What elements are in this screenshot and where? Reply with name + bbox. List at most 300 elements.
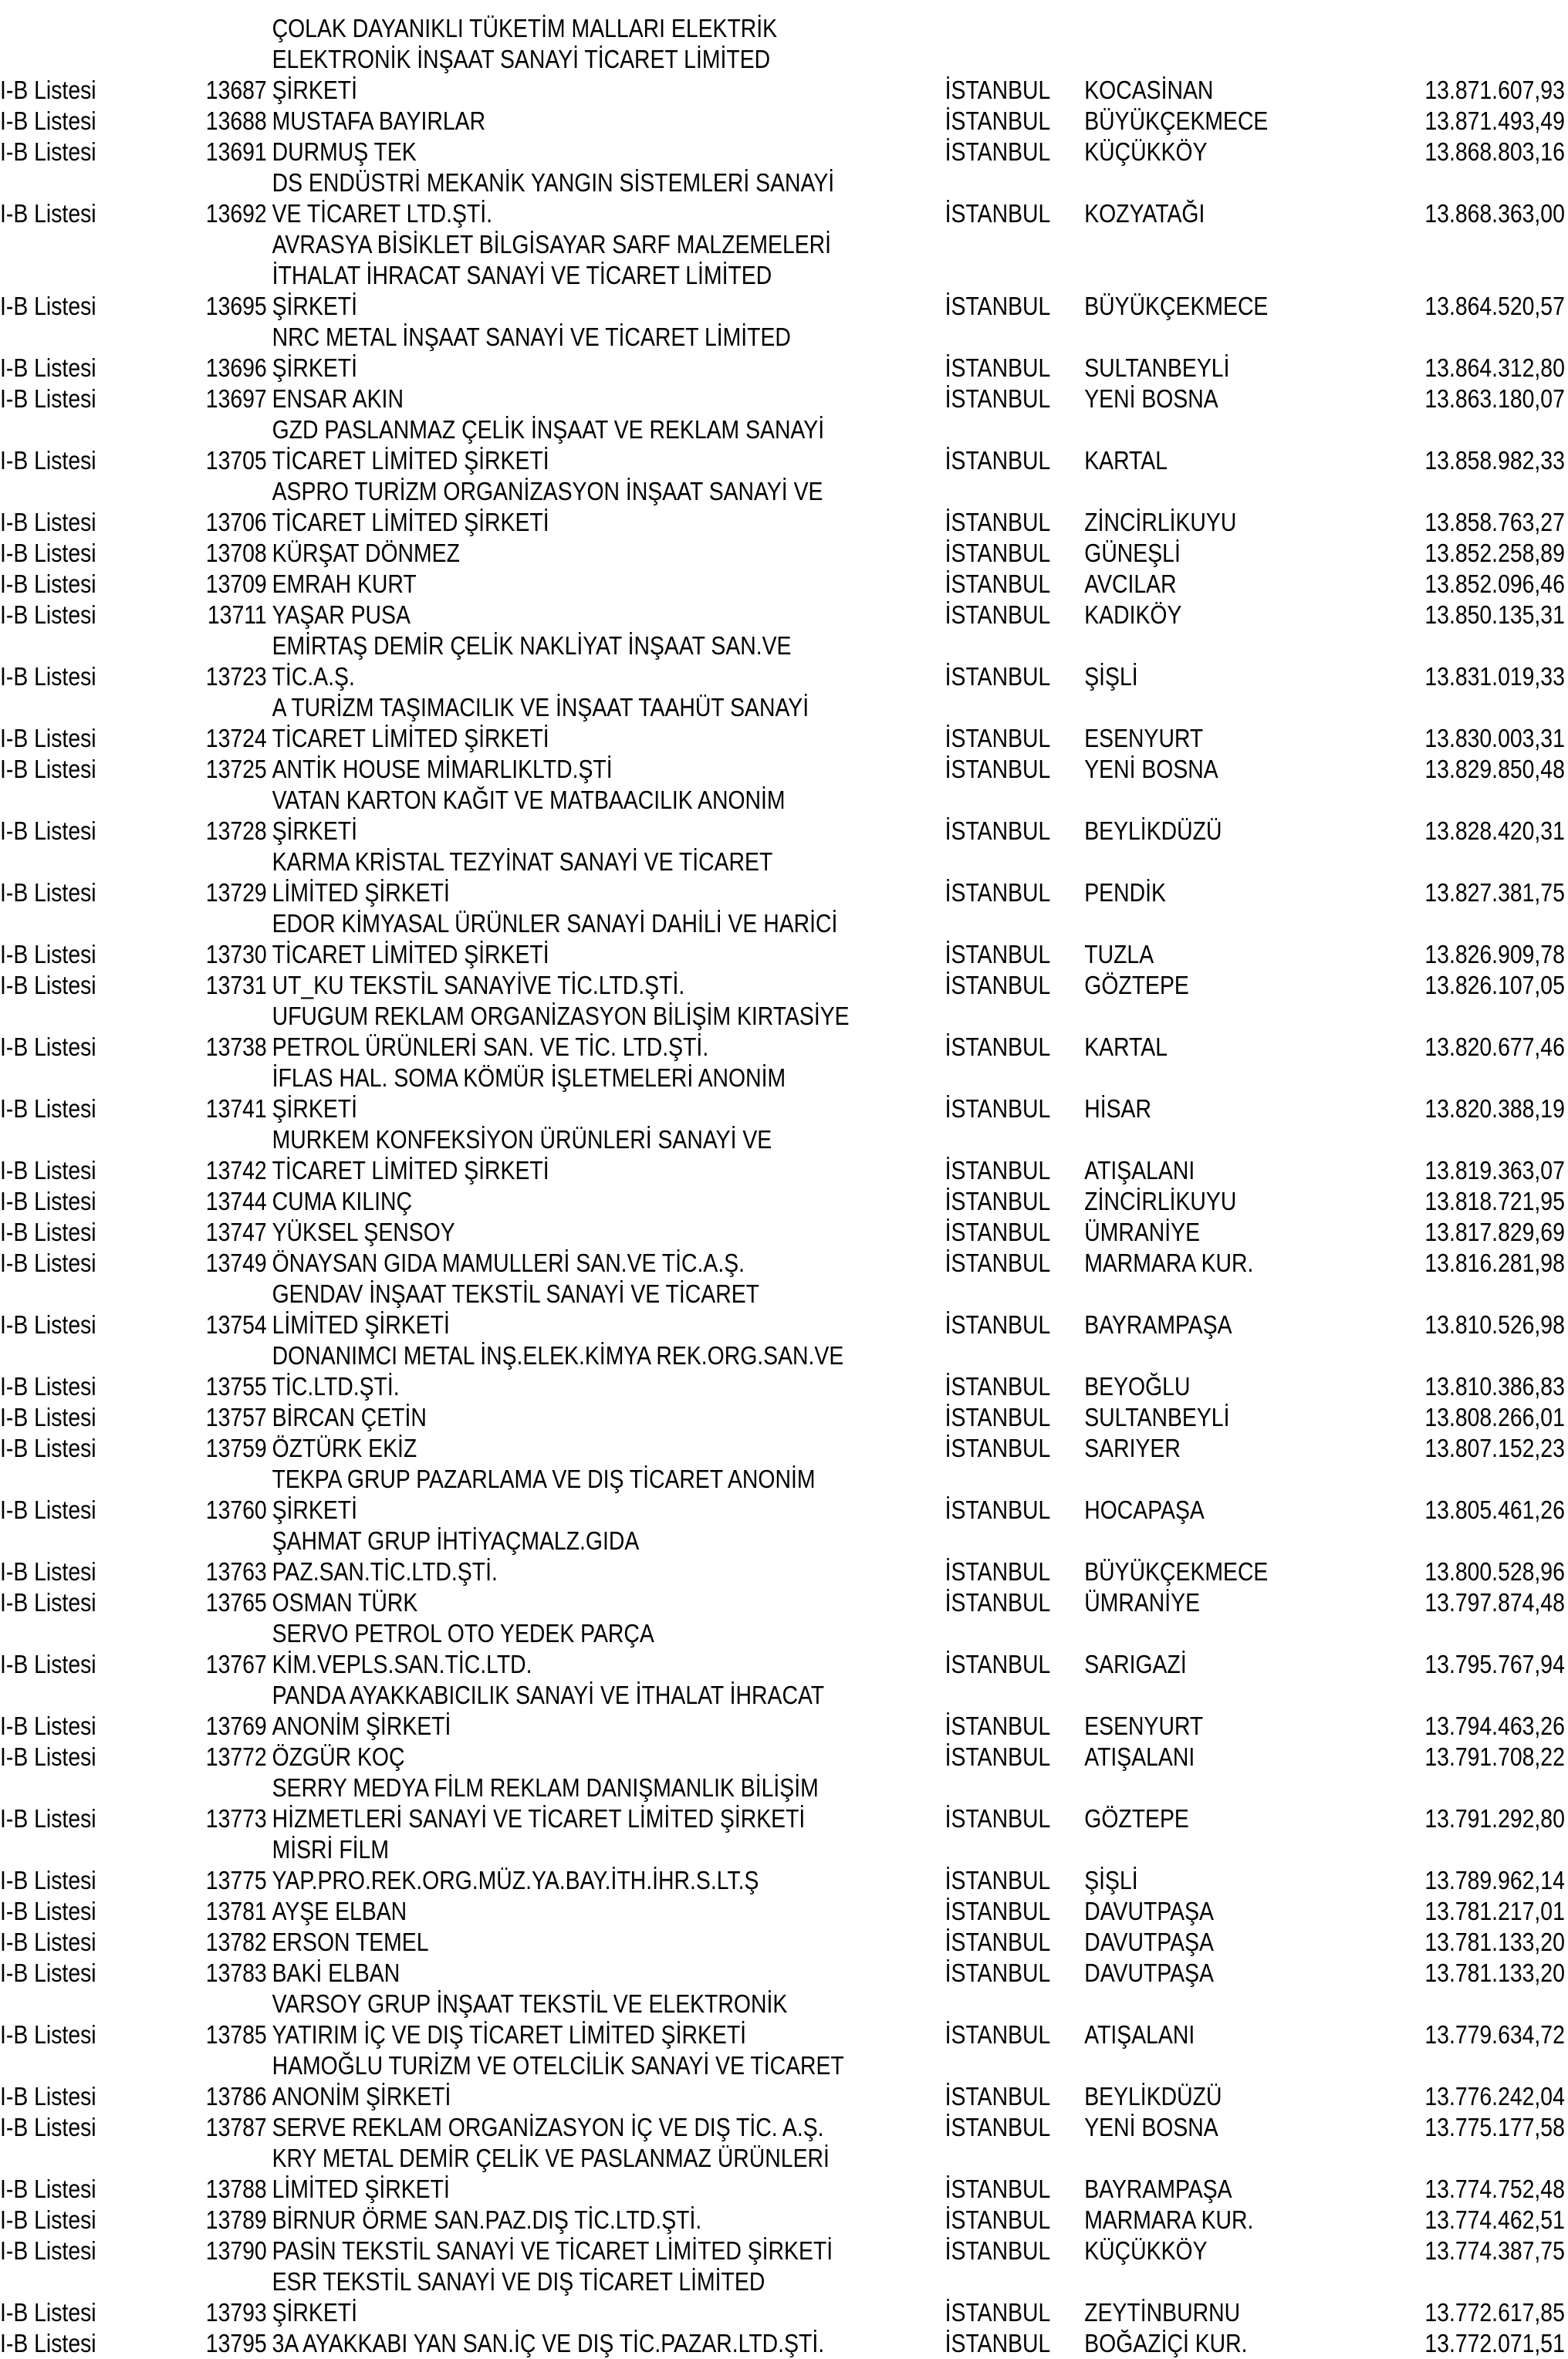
- amount: 13.864.312,80: [1424, 353, 1565, 382]
- district: BEYLİKDÜZÜ: [1084, 816, 1222, 845]
- district: SULTANBEYLİ: [1084, 353, 1230, 382]
- list-name: I-B Listesi: [0, 2113, 96, 2141]
- company-name: [272, 106, 936, 137]
- record-number: 13697: [205, 384, 267, 413]
- list-name: I-B Listesi: [0, 1495, 96, 1524]
- district: YENİ BOSNA: [1084, 755, 1218, 783]
- record-number: 13793: [205, 2298, 267, 2327]
- company-name-line: UFUGUM REKLAM ORGANİZASYON BİLİŞİM KIRTASİYE: [272, 1002, 850, 1030]
- district: AVCILAR: [1084, 569, 1177, 598]
- company-name: [272, 1001, 936, 1063]
- company-name: [272, 1402, 936, 1433]
- list-name: I-B Listesi: [0, 1557, 96, 1586]
- company-name-line: ESR TEKSTİL SANAYİ VE DIŞ TİCARET LİMİTED: [272, 2267, 765, 2296]
- company-name: [272, 1433, 936, 1464]
- list-name: I-B Listesi: [0, 1310, 96, 1339]
- company-name: [272, 2205, 936, 2236]
- district: BEYLİKDÜZÜ: [1084, 2082, 1222, 2111]
- city: İSTANBUL: [945, 755, 1051, 783]
- company-name-line: TİC.LTD.ŞTİ.: [272, 1372, 400, 1401]
- table-row: [0, 1217, 1568, 1248]
- list-name: I-B Listesi: [0, 1712, 96, 1740]
- company-name-line: BİRCAN ÇETİN: [272, 1403, 427, 1431]
- amount: 13.863.180,07: [1424, 384, 1565, 413]
- list-name: I-B Listesi: [0, 2236, 96, 2265]
- city: İSTANBUL: [945, 1094, 1051, 1123]
- record-number: 13773: [205, 1804, 267, 1833]
- amount: 13.805.461,26: [1424, 1495, 1565, 1524]
- company-name-line: ÖZTÜRK EKİZ: [272, 1434, 417, 1462]
- record-number: 13781: [205, 1897, 267, 1925]
- district: BAYRAMPAŞA: [1084, 2175, 1232, 2203]
- list-name: I-B Listesi: [0, 2298, 96, 2327]
- company-name-line: PANDA AYAKKABICILIK SANAYİ VE İTHALAT İHRACAT: [272, 1681, 825, 1709]
- table-row: [0, 1186, 1568, 1217]
- table-row: [0, 600, 1568, 630]
- record-number: 13730: [205, 940, 267, 968]
- city: İSTANBUL: [945, 2082, 1051, 2111]
- amount: 13.794.463,26: [1424, 1712, 1565, 1740]
- company-name: [272, 137, 936, 167]
- district: ATIŞALANI: [1084, 1742, 1195, 1771]
- amount: 13.820.677,46: [1424, 1032, 1565, 1061]
- table-row: [0, 1433, 1568, 1464]
- company-name-line: SERRY MEDYA FİLM REKLAM DANIŞMANLIK BİLİŞİM: [272, 1773, 819, 1802]
- table-row: [0, 1402, 1568, 1433]
- company-name-line: TİCARET LİMİTED ŞİRKETİ: [272, 940, 549, 968]
- table-row: [0, 137, 1568, 167]
- city: İSTANBUL: [945, 1650, 1051, 1678]
- amount: 13.774.387,75: [1424, 2236, 1565, 2265]
- record-number: 13728: [205, 816, 267, 845]
- company-name-line: LİMİTED ŞİRKETİ: [272, 2175, 450, 2203]
- company-name: [272, 1248, 936, 1279]
- list-name: I-B Listesi: [0, 940, 96, 968]
- company-name-line: ERSON TEMEL: [272, 1928, 429, 1956]
- company-name: [272, 167, 936, 229]
- city: İSTANBUL: [945, 1434, 1051, 1462]
- city: İSTANBUL: [945, 1156, 1051, 1185]
- amount: 13.826.909,78: [1424, 940, 1565, 968]
- table-row: [0, 754, 1568, 785]
- city: İSTANBUL: [945, 2329, 1051, 2357]
- amount: 13.781.133,20: [1424, 1959, 1565, 1987]
- district: ESENYURT: [1084, 1712, 1204, 1740]
- list-name: I-B Listesi: [0, 1372, 96, 1401]
- record-number: 13731: [205, 971, 267, 999]
- record-number: 13787: [205, 2113, 267, 2141]
- district: ZEYTİNBURNU: [1084, 2298, 1241, 2327]
- company-name-line: ŞİRKETİ: [272, 353, 357, 382]
- table-row: [0, 2112, 1568, 2143]
- record-number: 13705: [205, 446, 267, 475]
- company-name-line: ŞİRKETİ: [272, 1495, 357, 1524]
- district: PENDİK: [1084, 878, 1166, 907]
- list-name: I-B Listesi: [0, 2329, 96, 2357]
- amount: 13.868.803,16: [1424, 137, 1565, 166]
- company-name-line: KÜRŞAT DÖNMEZ: [272, 539, 460, 567]
- company-name-line: EMİRTAŞ DEMİR ÇELİK NAKLİYAT İNŞAAT SAN.VE: [272, 631, 792, 660]
- company-name-line: AVRASYA BİSİKLET BİLGİSAYAR SARF MALZEMELERİ: [272, 230, 832, 259]
- company-name-line: ELEKTRONİK İNŞAAT SANAYİ TİCARET LİMİTED: [272, 45, 771, 73]
- amount: 13.831.019,33: [1424, 662, 1565, 691]
- amount: 13.776.242,04: [1424, 2082, 1565, 2111]
- company-name: [272, 1279, 936, 1340]
- list-name: I-B Listesi: [0, 1866, 96, 1894]
- district: HOCAPAŞA: [1084, 1495, 1205, 1524]
- amount: 13.772.617,85: [1424, 2298, 1565, 2327]
- company-name-line: MİSRİ FİLM: [272, 1835, 389, 1864]
- company-name-line: ÇOLAK DAYANIKLI TÜKETİM MALLARI ELEKTRİK: [272, 14, 778, 42]
- city: İSTANBUL: [945, 2205, 1051, 2234]
- list-name: I-B Listesi: [0, 1650, 96, 1678]
- table-row: [0, 229, 1568, 322]
- company-name: [272, 1680, 936, 1742]
- record-number: 13795: [205, 2329, 267, 2357]
- company-name-line: VE TİCARET LTD.ŞTİ.: [272, 199, 493, 228]
- amount: 13.774.462,51: [1424, 2205, 1565, 2234]
- amount: 13.871.607,93: [1424, 76, 1565, 104]
- company-name-line: LİMİTED ŞİRKETİ: [272, 1310, 450, 1339]
- district: GÖZTEPE: [1084, 971, 1189, 999]
- city: İSTANBUL: [945, 816, 1051, 845]
- amount: 13.810.386,83: [1424, 1372, 1565, 1401]
- city: İSTANBUL: [945, 1959, 1051, 1987]
- district: BÜYÜKÇEKMECE: [1084, 1557, 1269, 1586]
- company-name-line: ŞİRKETİ: [272, 816, 357, 845]
- company-name-line: TEKPA GRUP PAZARLAMA VE DIŞ TİCARET ANONİM: [272, 1465, 816, 1493]
- amount: 13.774.752,48: [1424, 2175, 1565, 2203]
- district: KADIKÖY: [1084, 600, 1182, 629]
- list-name: I-B Listesi: [0, 1804, 96, 1833]
- list-name: I-B Listesi: [0, 1897, 96, 1925]
- table-row: [0, 1680, 1568, 1742]
- table-row: [0, 630, 1568, 692]
- company-name-line: ASPRO TURİZM ORGANİZASYON İNŞAAT SANAYİ VE: [272, 477, 823, 505]
- list-name: I-B Listesi: [0, 1156, 96, 1185]
- district: ZİNCİRLİKUYU: [1084, 1187, 1237, 1215]
- company-name-line: TİCARET LİMİTED ŞİRKETİ: [272, 1156, 549, 1185]
- list-name: I-B Listesi: [0, 1249, 96, 1277]
- district: SULTANBEYLİ: [1084, 1403, 1230, 1431]
- table-row: [0, 970, 1568, 1001]
- record-number: 13706: [205, 508, 267, 536]
- record-number: 13754: [205, 1310, 267, 1339]
- company-name: [272, 1773, 936, 1834]
- list-name: I-B Listesi: [0, 2205, 96, 2234]
- city: İSTANBUL: [945, 724, 1051, 752]
- company-name-line: ŞİRKETİ: [272, 2298, 357, 2327]
- record-number: 13772: [205, 1742, 267, 1771]
- company-name: [272, 1464, 936, 1526]
- company-name: [272, 692, 936, 754]
- company-name-line: DURMUŞ TEK: [272, 137, 417, 166]
- amount: 13.829.850,48: [1424, 755, 1565, 783]
- table-row: [0, 569, 1568, 600]
- company-name-line: CUMA KILINÇ: [272, 1187, 412, 1215]
- list-name: I-B Listesi: [0, 353, 96, 382]
- company-name-line: KARMA KRİSTAL TEZYİNAT SANAYİ VE TİCARET: [272, 847, 773, 876]
- table-row: [0, 2205, 1568, 2236]
- city: İSTANBUL: [945, 1742, 1051, 1771]
- amount: 13.852.258,89: [1424, 539, 1565, 567]
- list-name: I-B Listesi: [0, 569, 96, 598]
- record-number: 13763: [205, 1557, 267, 1586]
- district: BÜYÜKÇEKMECE: [1084, 292, 1269, 320]
- company-name: [272, 754, 936, 785]
- table-row: [0, 538, 1568, 569]
- city: İSTANBUL: [945, 1249, 1051, 1277]
- table-row: [0, 1248, 1568, 1279]
- list-name: I-B Listesi: [0, 508, 96, 536]
- list-name: I-B Listesi: [0, 1094, 96, 1123]
- amount: 13.858.763,27: [1424, 508, 1565, 536]
- list-name: I-B Listesi: [0, 1928, 96, 1956]
- amount: 13.800.528,96: [1424, 1557, 1565, 1586]
- company-name: [272, 13, 936, 106]
- company-name: [272, 2112, 936, 2143]
- list-name: I-B Listesi: [0, 539, 96, 567]
- table-row: [0, 1001, 1568, 1063]
- table-row: [0, 1063, 1568, 1124]
- company-name-line: İTHALAT İHRACAT SANAYİ VE TİCARET LİMİTED: [272, 261, 772, 289]
- district: KÜÇÜKKÖY: [1084, 137, 1208, 166]
- table-row: [0, 106, 1568, 137]
- list-name: I-B Listesi: [0, 2082, 96, 2111]
- company-name: [272, 1834, 936, 1896]
- company-name: [272, 2143, 936, 2205]
- list-name: I-B Listesi: [0, 1032, 96, 1061]
- company-name-line: LİMİTED ŞİRKETİ: [272, 878, 450, 907]
- company-name: [272, 2236, 936, 2266]
- company-name-line: ŞİRKETİ: [272, 1094, 357, 1123]
- district: TUZLA: [1084, 940, 1154, 968]
- company-name-line: AYŞE ELBAN: [272, 1897, 407, 1925]
- city: İSTANBUL: [945, 940, 1051, 968]
- amount: 13.791.708,22: [1424, 1742, 1565, 1771]
- company-name: [272, 1896, 936, 1927]
- company-name-line: VARSOY GRUP İNŞAAT TEKSTİL VE ELEKTRONİK: [272, 1989, 788, 2018]
- list-name: I-B Listesi: [0, 1588, 96, 1617]
- district: KÜÇÜKKÖY: [1084, 2236, 1208, 2265]
- city: İSTANBUL: [945, 446, 1051, 475]
- amount: 13.781.217,01: [1424, 1897, 1565, 1925]
- record-number: 13725: [205, 755, 267, 783]
- district: DAVUTPAŞA: [1084, 1897, 1214, 1925]
- city: İSTANBUL: [945, 2298, 1051, 2327]
- company-name: [272, 2328, 936, 2359]
- table-row: [0, 1618, 1568, 1680]
- company-name-line: TİC.A.Ş.: [272, 662, 355, 691]
- district: ŞİŞLİ: [1084, 1866, 1138, 1894]
- company-name-line: EDOR KİMYASAL ÜRÜNLER SANAYİ DAHİLİ VE HARİCİ: [272, 909, 838, 938]
- company-name: [272, 229, 936, 322]
- record-number: 13747: [205, 1218, 267, 1246]
- record-number: 13786: [205, 2082, 267, 2111]
- city: İSTANBUL: [945, 662, 1051, 691]
- city: İSTANBUL: [945, 600, 1051, 629]
- company-name-line: GENDAV İNŞAAT TEKSTİL SANAYİ VE TİCARET: [272, 1279, 759, 1308]
- district: MARMARA KUR.: [1084, 2205, 1254, 2234]
- company-name-line: ŞİRKETİ: [272, 292, 357, 320]
- company-name: [272, 384, 936, 414]
- record-number: 13755: [205, 1372, 267, 1401]
- table-row: [0, 1989, 1568, 2050]
- amount: 13.827.381,75: [1424, 878, 1565, 907]
- amount: 13.817.829,69: [1424, 1218, 1565, 1246]
- table-row: [0, 1927, 1568, 1958]
- city: İSTANBUL: [945, 1187, 1051, 1215]
- table-row: [0, 384, 1568, 414]
- company-name: [272, 1618, 936, 1680]
- record-number: 13769: [205, 1712, 267, 1740]
- district: GÖZTEPE: [1084, 1804, 1189, 1833]
- city: İSTANBUL: [945, 1218, 1051, 1246]
- list-name: I-B Listesi: [0, 1403, 96, 1431]
- company-name: [272, 908, 936, 970]
- record-number: 13767: [205, 1650, 267, 1678]
- table-row: [0, 847, 1568, 908]
- city: İSTANBUL: [945, 76, 1051, 104]
- company-name-line: DS ENDÜSTRİ MEKANİK YANGIN SİSTEMLERİ SANAYİ: [272, 168, 835, 197]
- company-name-line: PETROL ÜRÜNLERİ SAN. VE TİC. LTD.ŞTİ.: [272, 1032, 709, 1061]
- company-name: [272, 569, 936, 600]
- amount: 13.795.767,94: [1424, 1650, 1565, 1678]
- company-name: [272, 1587, 936, 1618]
- district: SARIGAZİ: [1084, 1650, 1187, 1678]
- city: İSTANBUL: [945, 539, 1051, 567]
- company-name-line: PASİN TEKSTİL SANAYİ VE TİCARET LİMİTED ŞİRKETİ: [272, 2236, 833, 2265]
- record-number: 13790: [205, 2236, 267, 2265]
- company-name: [272, 1063, 936, 1124]
- city: İSTANBUL: [945, 569, 1051, 598]
- district: YENİ BOSNA: [1084, 384, 1218, 413]
- district: ÜMRANİYE: [1084, 1218, 1201, 1246]
- amount: 13.830.003,31: [1424, 724, 1565, 752]
- table-row: [0, 1464, 1568, 1526]
- company-name-line: YAP.PRO.REK.ORG.MÜZ.YA.BAY.İTH.İHR.S.LT.Ş: [272, 1866, 759, 1894]
- amount: 13.868.363,00: [1424, 199, 1565, 228]
- company-name: [272, 1927, 936, 1958]
- list-name: I-B Listesi: [0, 755, 96, 783]
- record-number: 13696: [205, 353, 267, 382]
- table-row: [0, 1773, 1568, 1834]
- table-row: [0, 1124, 1568, 1186]
- city: İSTANBUL: [945, 1372, 1051, 1401]
- company-name-line: PAZ.SAN.TİC.LTD.ŞTİ.: [272, 1557, 498, 1586]
- company-name-line: TİCARET LİMİTED ŞİRKETİ: [272, 724, 549, 752]
- company-name: [272, 476, 936, 538]
- city: İSTANBUL: [945, 1866, 1051, 1894]
- district: DAVUTPAŞA: [1084, 1959, 1214, 1987]
- district: BEYOĞLU: [1084, 1372, 1191, 1401]
- district: KARTAL: [1084, 446, 1168, 475]
- table-row: [0, 1742, 1568, 1773]
- district: ATIŞALANI: [1084, 1156, 1195, 1185]
- record-number: 13785: [205, 2020, 267, 2049]
- company-name-line: YAŞAR PUSA: [272, 600, 411, 629]
- amount: 13.775.177,58: [1424, 2113, 1565, 2141]
- company-name-line: VATAN KARTON KAĞIT VE MATBAACILIK ANONİM: [272, 786, 786, 814]
- table-row: [0, 2236, 1568, 2266]
- company-name: [272, 1526, 936, 1587]
- company-name: [272, 785, 936, 847]
- company-name-line: ŞAHMAT GRUP İHTİYAÇMALZ.GIDA: [272, 1526, 640, 1555]
- amount: 13.816.281,98: [1424, 1249, 1565, 1277]
- record-number: 13789: [205, 2205, 267, 2234]
- company-name: [272, 630, 936, 692]
- list-name: I-B Listesi: [0, 446, 96, 475]
- table-row: [0, 2143, 1568, 2205]
- city: İSTANBUL: [945, 2020, 1051, 2049]
- record-number: 13749: [205, 1249, 267, 1277]
- district: DAVUTPAŞA: [1084, 1928, 1214, 1956]
- amount: 13.807.152,23: [1424, 1434, 1565, 1462]
- company-name-line: SERVO PETROL OTO YEDEK PARÇA: [272, 1619, 654, 1648]
- district: ZİNCİRLİKUYU: [1084, 508, 1237, 536]
- record-number: 13742: [205, 1156, 267, 1185]
- record-number: 13788: [205, 2175, 267, 2203]
- list-name: I-B Listesi: [0, 971, 96, 999]
- city: İSTANBUL: [945, 106, 1051, 135]
- record-number: 13708: [205, 539, 267, 567]
- list-name: I-B Listesi: [0, 2175, 96, 2203]
- company-name-line: KRY METAL DEMİR ÇELİK VE PASLANMAZ ÜRÜNLERİ: [272, 2144, 830, 2172]
- company-name-line: ANTİK HOUSE MİMARLIKLTD.ŞTİ: [272, 755, 613, 783]
- city: İSTANBUL: [945, 1804, 1051, 1833]
- list-name: I-B Listesi: [0, 662, 96, 691]
- company-name-line: ANONİM ŞİRKETİ: [272, 2082, 451, 2111]
- city: İSTANBUL: [945, 878, 1051, 907]
- table-row: [0, 322, 1568, 384]
- record-number: 13775: [205, 1866, 267, 1894]
- company-name-line: MURKEM KONFEKSİYON ÜRÜNLERİ SANAYİ VE: [272, 1125, 772, 1154]
- company-name-line: ENSAR AKIN: [272, 384, 404, 413]
- record-number: 13687: [205, 76, 267, 104]
- amount: 13.818.721,95: [1424, 1187, 1565, 1215]
- record-number: 13782: [205, 1928, 267, 1956]
- city: İSTANBUL: [945, 1495, 1051, 1524]
- list-name: I-B Listesi: [0, 1742, 96, 1771]
- city: İSTANBUL: [945, 384, 1051, 413]
- city: İSTANBUL: [945, 1712, 1051, 1740]
- amount: 13.858.982,33: [1424, 446, 1565, 475]
- record-number: 13723: [205, 662, 267, 691]
- city: İSTANBUL: [945, 2175, 1051, 2203]
- amount: 13.810.526,98: [1424, 1310, 1565, 1339]
- company-name-line: OSMAN TÜRK: [272, 1588, 418, 1617]
- list-name: I-B Listesi: [0, 384, 96, 413]
- company-name: [272, 600, 936, 630]
- company-name-line: YÜKSEL ŞENSOY: [272, 1218, 455, 1246]
- table-row: [0, 1958, 1568, 1989]
- amount: 13.779.634,72: [1424, 2020, 1565, 2049]
- company-name: [272, 1340, 936, 1402]
- district: BAYRAMPAŞA: [1084, 1310, 1232, 1339]
- amount: 13.820.388,19: [1424, 1094, 1565, 1123]
- city: İSTANBUL: [945, 353, 1051, 382]
- district: GÜNEŞLİ: [1084, 539, 1181, 567]
- table-row: [0, 1526, 1568, 1587]
- company-name-line: ÖZGÜR KOÇ: [272, 1742, 405, 1771]
- company-name-line: ÖNAYSAN GIDA MAMULLERİ SAN.VE TİC.A.Ş.: [272, 1249, 745, 1277]
- list-name: I-B Listesi: [0, 137, 96, 166]
- record-number: 13691: [205, 137, 267, 166]
- record-number: 13741: [205, 1094, 267, 1123]
- district: SARIYER: [1084, 1434, 1181, 1462]
- city: İSTANBUL: [945, 2236, 1051, 2265]
- city: İSTANBUL: [945, 1310, 1051, 1339]
